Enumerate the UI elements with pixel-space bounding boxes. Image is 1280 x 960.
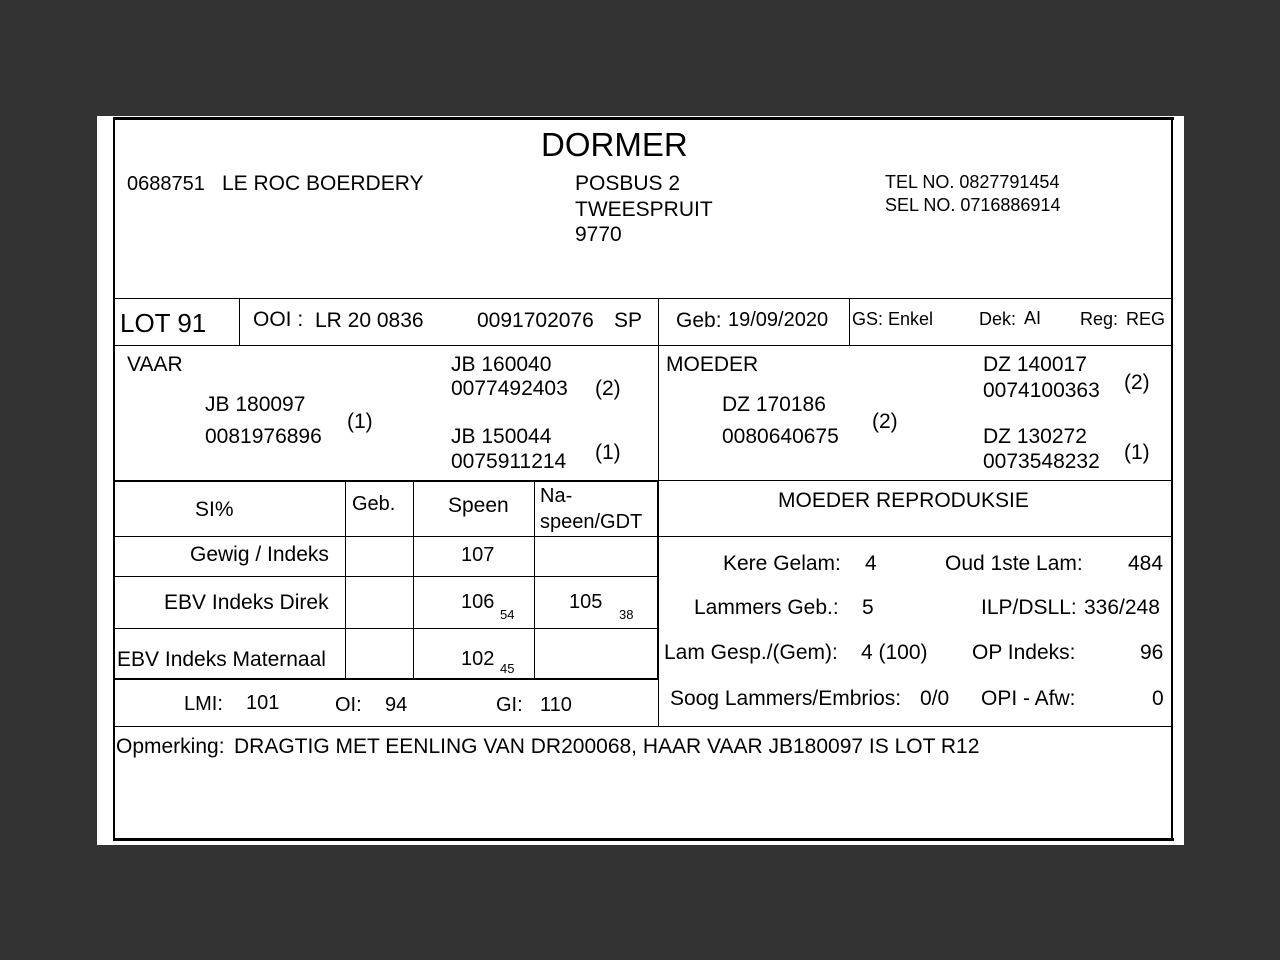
si-header-bottom (115, 536, 1172, 537)
row-gewig-label: Gewig / Indeks (190, 543, 329, 566)
lmi-value: 101 (246, 692, 280, 714)
breeder-name: LE ROC BOERDERY (222, 172, 424, 195)
lmi-label: LMI: (184, 693, 223, 715)
geb-date: 19/09/2020 (728, 309, 829, 331)
kere-value: 4 (865, 552, 877, 575)
si-col-2 (413, 480, 414, 678)
si-row-1-bottom (115, 576, 658, 577)
gi-label: GI: (496, 694, 523, 716)
reg-value: REG (1126, 309, 1166, 329)
vaar-label: VAAR (127, 353, 183, 376)
lot-number: LOT 91 (120, 308, 207, 338)
geb-header: Geb. (352, 493, 396, 515)
speen-header: Speen (448, 494, 509, 517)
vaar-grandsire-id: JB 160040 (451, 353, 552, 376)
breed-title: DORMER (541, 126, 688, 163)
vaar-sire-id: JB 180097 (205, 393, 306, 416)
si-col-3 (534, 480, 535, 678)
ooi-label: OOI : (253, 308, 304, 331)
moeder-dam-id: DZ 170186 (722, 393, 826, 416)
divider-lot-bottom (115, 345, 1172, 346)
address-line-2: TWEESPRUIT (575, 198, 713, 221)
moeder-grandsire-reg: 0074100363 (983, 379, 1100, 402)
row-direk-speen-sub: 54 (500, 607, 515, 622)
row-maternaal-speen-sub: 45 (500, 661, 515, 676)
moeder-dam-code: (2) (872, 410, 898, 433)
breeder-number: 0688751 (127, 173, 205, 195)
moeder-granddam-reg: 0073548232 (983, 450, 1100, 473)
gi-value: 110 (540, 694, 572, 716)
oud-label: Oud 1ste Lam: (945, 552, 1083, 575)
kere-label: Kere Gelam: (723, 552, 841, 575)
dek-value: AI (1024, 308, 1042, 328)
moeder-dam-reg: 0080640675 (722, 425, 839, 448)
soog-value: 0/0 (920, 687, 950, 710)
indices-divider (658, 680, 659, 726)
row-direk-speen: 106 (461, 591, 495, 613)
opi-value: 0 (1152, 687, 1164, 710)
repro-title: MOEDER REPRODUKSIE (778, 489, 1029, 512)
reg-label: Reg: (1080, 309, 1119, 329)
moeder-label: MOEDER (666, 353, 759, 376)
dek-label: Dek: (979, 309, 1017, 329)
ooi-id: LR 20 0836 (315, 309, 424, 332)
tel-number: TEL NO. 0827791454 (885, 172, 1060, 192)
lammers-label: Lammers Geb.: (694, 596, 839, 619)
row-direk-naspeen: 105 (569, 591, 603, 613)
repro-top (659, 480, 1172, 481)
row-gewig-speen: 107 (461, 544, 495, 566)
divider-lot-2 (658, 298, 659, 345)
frame-right (1171, 118, 1173, 840)
gesp-value: 4 (100) (861, 641, 928, 664)
opi-label: OPI - Afw: (981, 687, 1076, 710)
ooi-sp: SP (614, 309, 643, 332)
frame-left (113, 118, 115, 840)
opmerking-label: Opmerking: (116, 735, 225, 758)
row-direk-label: EBV Indeks Direk (164, 591, 329, 614)
oud-value: 484 (1128, 552, 1164, 575)
si-header: SI% (195, 498, 234, 521)
geb-label: Geb: (676, 309, 722, 332)
naspeen-header: Na- speen/GDT (540, 485, 643, 533)
oi-label: OI: (335, 694, 362, 716)
row-maternaal-speen: 102 (461, 648, 495, 670)
ilp-value: 336/248 (1084, 596, 1160, 619)
vaar-grandsire-reg: 0077492403 (451, 377, 568, 400)
si-col-right (657, 480, 659, 680)
divider-lot-1 (239, 298, 240, 345)
lammers-value: 5 (862, 596, 874, 619)
op-value: 96 (1140, 641, 1164, 664)
vaar-granddam-reg: 0075911214 (451, 450, 567, 473)
indices-bottom (115, 726, 1172, 727)
divider-lot-3 (849, 298, 850, 345)
vaar-grandsire-code: (2) (595, 377, 621, 400)
gs-value: GS: Enkel (852, 309, 934, 329)
vaar-granddam-id: JB 150044 (451, 425, 552, 448)
si-table-bottom (115, 678, 659, 680)
moeder-grandsire-code: (2) (1124, 371, 1150, 394)
row-direk-naspeen-sub: 38 (619, 607, 634, 622)
vaar-granddam-code: (1) (595, 441, 621, 464)
vaar-sire-code: (1) (347, 410, 373, 433)
moeder-granddam-code: (1) (1124, 441, 1150, 464)
address-line-1: POSBUS 2 (575, 172, 681, 195)
si-col-1 (345, 480, 346, 678)
moeder-grandsire-id: DZ 140017 (983, 353, 1087, 376)
si-row-2-bottom (115, 628, 658, 629)
frame-bottom (113, 838, 1174, 841)
soog-label: Soog Lammers/Embrios: (670, 687, 902, 710)
divider-lot-top (115, 298, 1172, 299)
ilp-label: ILP/DSLL: (981, 596, 1077, 619)
oi-value: 94 (385, 694, 408, 716)
row-maternaal-label: EBV Indeks Maternaal (117, 648, 326, 671)
moeder-granddam-id: DZ 130272 (983, 425, 1087, 448)
address-line-3: 9770 (575, 223, 622, 246)
frame-top (113, 117, 1174, 120)
si-table-top (115, 480, 659, 482)
gesp-label: Lam Gesp./(Gem): (664, 641, 838, 664)
vaar-sire-reg: 0081976896 (205, 425, 322, 448)
opmerking-text: DRAGTIG MET EENLING VAN DR200068, HAAR VAAR JB180097 IS LOT R12 (234, 735, 980, 758)
op-label: OP Indeks: (972, 641, 1076, 664)
sel-number: SEL NO. 0716886914 (885, 195, 1061, 215)
ooi-reg-number: 0091702076 (477, 309, 594, 332)
divider-pedigree (658, 345, 659, 480)
